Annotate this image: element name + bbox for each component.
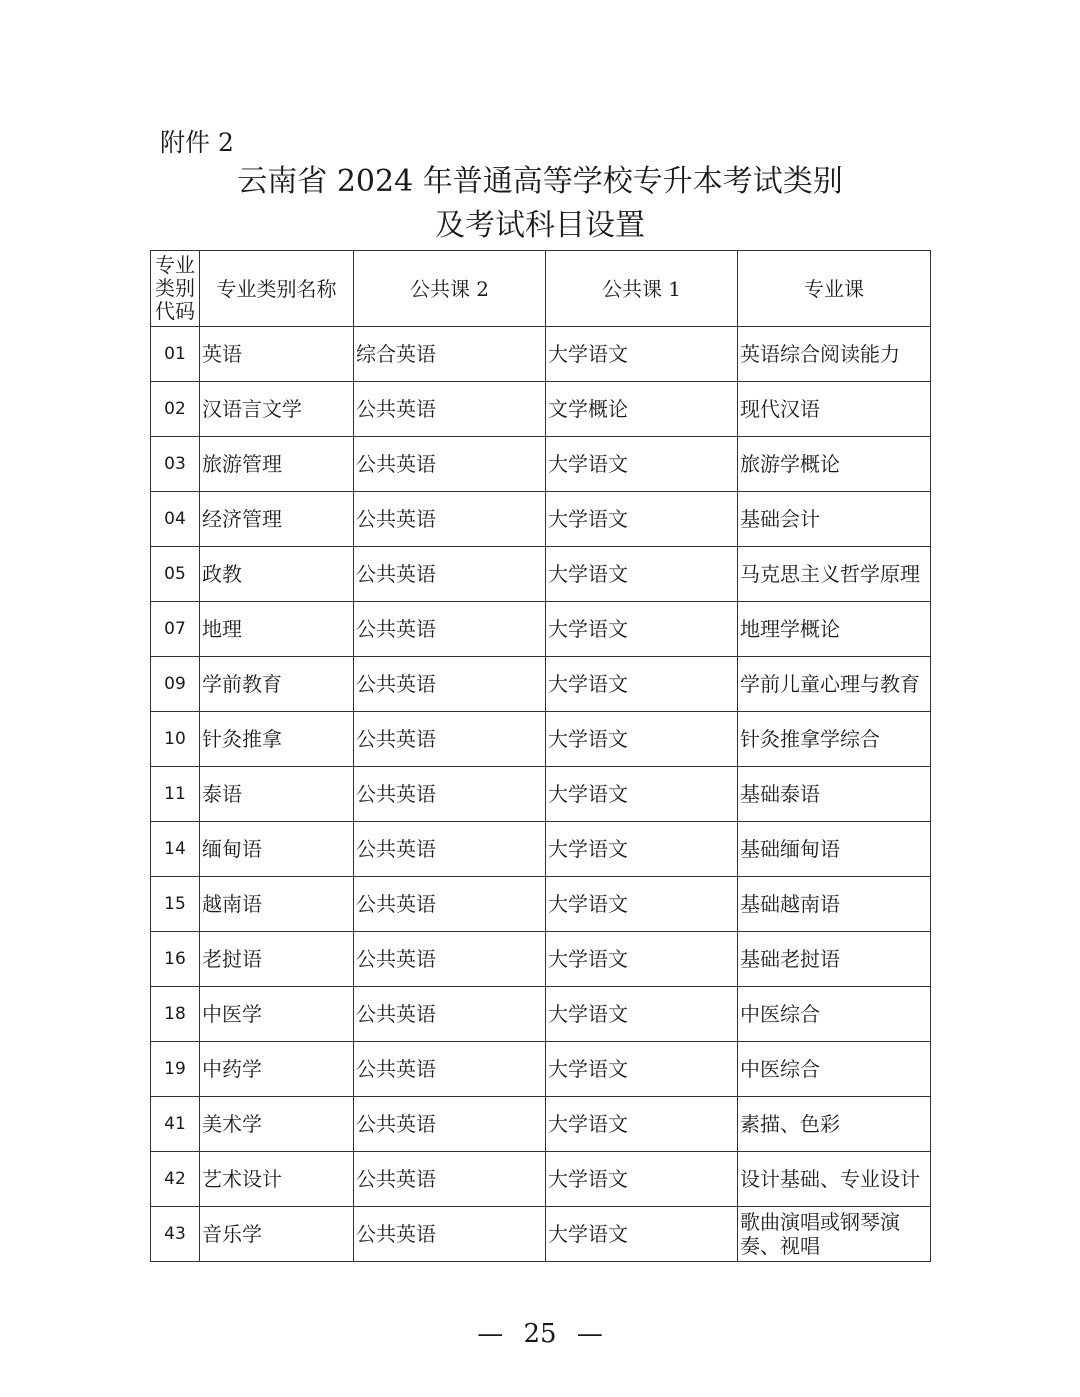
cell-public-course-2: 公共英语: [354, 1042, 546, 1097]
cell-public-course-1: 大学语文: [546, 877, 738, 932]
cell-code: 15: [151, 877, 200, 932]
cell-code: 07: [151, 602, 200, 657]
cell-public-course-2: 公共英语: [354, 767, 546, 822]
cell-name: 旅游管理: [200, 437, 354, 492]
cell-public-course-1: 大学语文: [546, 657, 738, 712]
table-row: [151, 602, 931, 657]
cell-public-course-1: 大学语文: [546, 547, 738, 602]
cell-code: 16: [151, 932, 200, 987]
cell-public-course-2: 公共英语: [354, 657, 546, 712]
cell-code: 14: [151, 822, 200, 877]
cell-public-course-2: 公共英语: [354, 1152, 546, 1207]
cell-name: 老挝语: [200, 932, 354, 987]
cell-major-course: 基础缅甸语: [738, 822, 931, 877]
cell-code: 11: [151, 767, 200, 822]
cell-public-course-1: 大学语文: [546, 1207, 738, 1262]
cell-code: 19: [151, 1042, 200, 1097]
cell-major-course: 地理学概论: [738, 602, 931, 657]
cell-major-course: 设计基础、专业设计: [738, 1152, 931, 1207]
cell-code: 02: [151, 382, 200, 437]
cell-code: 43: [151, 1207, 200, 1262]
page-footer: [0, 1318, 1080, 1350]
cell-public-course-2: 公共英语: [354, 877, 546, 932]
cell-name: 英语: [200, 327, 354, 382]
table-row: [151, 877, 931, 932]
footer-dash-left: —: [477, 1319, 504, 1349]
table-row: [151, 1207, 931, 1262]
cell-public-course-2: 公共英语: [354, 712, 546, 767]
cell-public-course-2: 公共英语: [354, 602, 546, 657]
cell-code: 10: [151, 712, 200, 767]
cell-code: 01: [151, 327, 200, 382]
cell-name: 地理: [200, 602, 354, 657]
cell-public-course-2: 公共英语: [354, 822, 546, 877]
cell-name: 越南语: [200, 877, 354, 932]
cell-major-course: 中医综合: [738, 987, 931, 1042]
table-row: [151, 1097, 931, 1152]
cell-public-course-2: 公共英语: [354, 492, 546, 547]
cell-public-course-2: 公共英语: [354, 1097, 546, 1152]
cell-public-course-1: 大学语文: [546, 1152, 738, 1207]
cell-public-course-2: 综合英语: [354, 327, 546, 382]
cell-code: 41: [151, 1097, 200, 1152]
cell-name: 汉语言文学: [200, 382, 354, 437]
cell-name: 缅甸语: [200, 822, 354, 877]
table-row: [151, 712, 931, 767]
document-title-line-1: 云南省 2024 年普通高等学校专升本考试类别: [237, 164, 843, 199]
table-row: [151, 987, 931, 1042]
table-row: [151, 327, 931, 382]
cell-code: 18: [151, 987, 200, 1042]
cell-public-course-1: 大学语文: [546, 327, 738, 382]
cell-name: 音乐学: [200, 1207, 354, 1262]
cell-public-course-2: 公共英语: [354, 987, 546, 1042]
table-row: [151, 657, 931, 712]
cell-major-course: 英语综合阅读能力: [738, 327, 931, 382]
cell-public-course-1: 大学语文: [546, 987, 738, 1042]
cell-name: 中医学: [200, 987, 354, 1042]
cell-major-course: 基础会计: [738, 492, 931, 547]
cell-code: 03: [151, 437, 200, 492]
header-public-course-2: 公共课 2: [354, 251, 546, 327]
table-row: [151, 767, 931, 822]
cell-public-course-1: 大学语文: [546, 1042, 738, 1097]
page-number: 25: [523, 1319, 557, 1349]
cell-major-course: 歌曲演唱或钢琴演奏、视唱: [738, 1207, 931, 1262]
table-row: [151, 437, 931, 492]
cell-public-course-1: 大学语文: [546, 932, 738, 987]
cell-major-course: 针灸推拿学综合: [738, 712, 931, 767]
header-category-code: [151, 251, 200, 327]
cell-major-course: 马克思主义哲学原理: [738, 547, 931, 602]
cell-major-course: 基础泰语: [738, 767, 931, 822]
header-category-name: 专业类别名称: [200, 251, 354, 327]
cell-public-course-2: 公共英语: [354, 1207, 546, 1262]
cell-name: 中药学: [200, 1042, 354, 1097]
cell-code: 04: [151, 492, 200, 547]
cell-public-course-1: 大学语文: [546, 822, 738, 877]
cell-name: 针灸推拿: [200, 712, 354, 767]
footer-dash-right: —: [576, 1319, 603, 1349]
header-code-line: 类别: [155, 276, 195, 300]
table-row: [151, 547, 931, 602]
cell-major-course: 素描、色彩: [738, 1097, 931, 1152]
table-row: [151, 492, 931, 547]
cell-public-course-2: 公共英语: [354, 547, 546, 602]
cell-name: 泰语: [200, 767, 354, 822]
table-row: [151, 932, 931, 987]
cell-major-course: 基础老挝语: [738, 932, 931, 987]
exam-subjects-table: [150, 250, 931, 1262]
cell-public-course-1: 文学概论: [546, 382, 738, 437]
cell-name: 经济管理: [200, 492, 354, 547]
cell-name: 政教: [200, 547, 354, 602]
table-row: [151, 382, 931, 437]
cell-code: 09: [151, 657, 200, 712]
cell-name: 艺术设计: [200, 1152, 354, 1207]
cell-public-course-1: 大学语文: [546, 492, 738, 547]
header-code-line: 代码: [155, 299, 195, 323]
header-public-course-1: 公共课 1: [546, 251, 738, 327]
cell-name: 美术学: [200, 1097, 354, 1152]
table-row: [151, 822, 931, 877]
cell-public-course-1: 大学语文: [546, 602, 738, 657]
cell-code: 05: [151, 547, 200, 602]
header-major-course: 专业课: [738, 251, 931, 327]
cell-major-course: 中医综合: [738, 1042, 931, 1097]
cell-public-course-1: 大学语文: [546, 437, 738, 492]
cell-major-course: 基础越南语: [738, 877, 931, 932]
table-row: [151, 1042, 931, 1097]
cell-public-course-2: 公共英语: [354, 932, 546, 987]
attachment-label: 附件 2: [160, 128, 234, 157]
cell-major-course: 旅游学概论: [738, 437, 931, 492]
table-header-row: [151, 251, 931, 327]
cell-public-course-2: 公共英语: [354, 437, 546, 492]
cell-major-course: 现代汉语: [738, 382, 931, 437]
cell-public-course-1: 大学语文: [546, 712, 738, 767]
cell-public-course-1: 大学语文: [546, 1097, 738, 1152]
table-row: [151, 1152, 931, 1207]
cell-public-course-2: 公共英语: [354, 382, 546, 437]
cell-major-course: 学前儿童心理与教育: [738, 657, 931, 712]
cell-code: 42: [151, 1152, 200, 1207]
header-code-line: 专业: [155, 253, 195, 277]
cell-name: 学前教育: [200, 657, 354, 712]
document-title-line-2: 及考试科目设置: [435, 208, 645, 243]
cell-public-course-1: 大学语文: [546, 767, 738, 822]
